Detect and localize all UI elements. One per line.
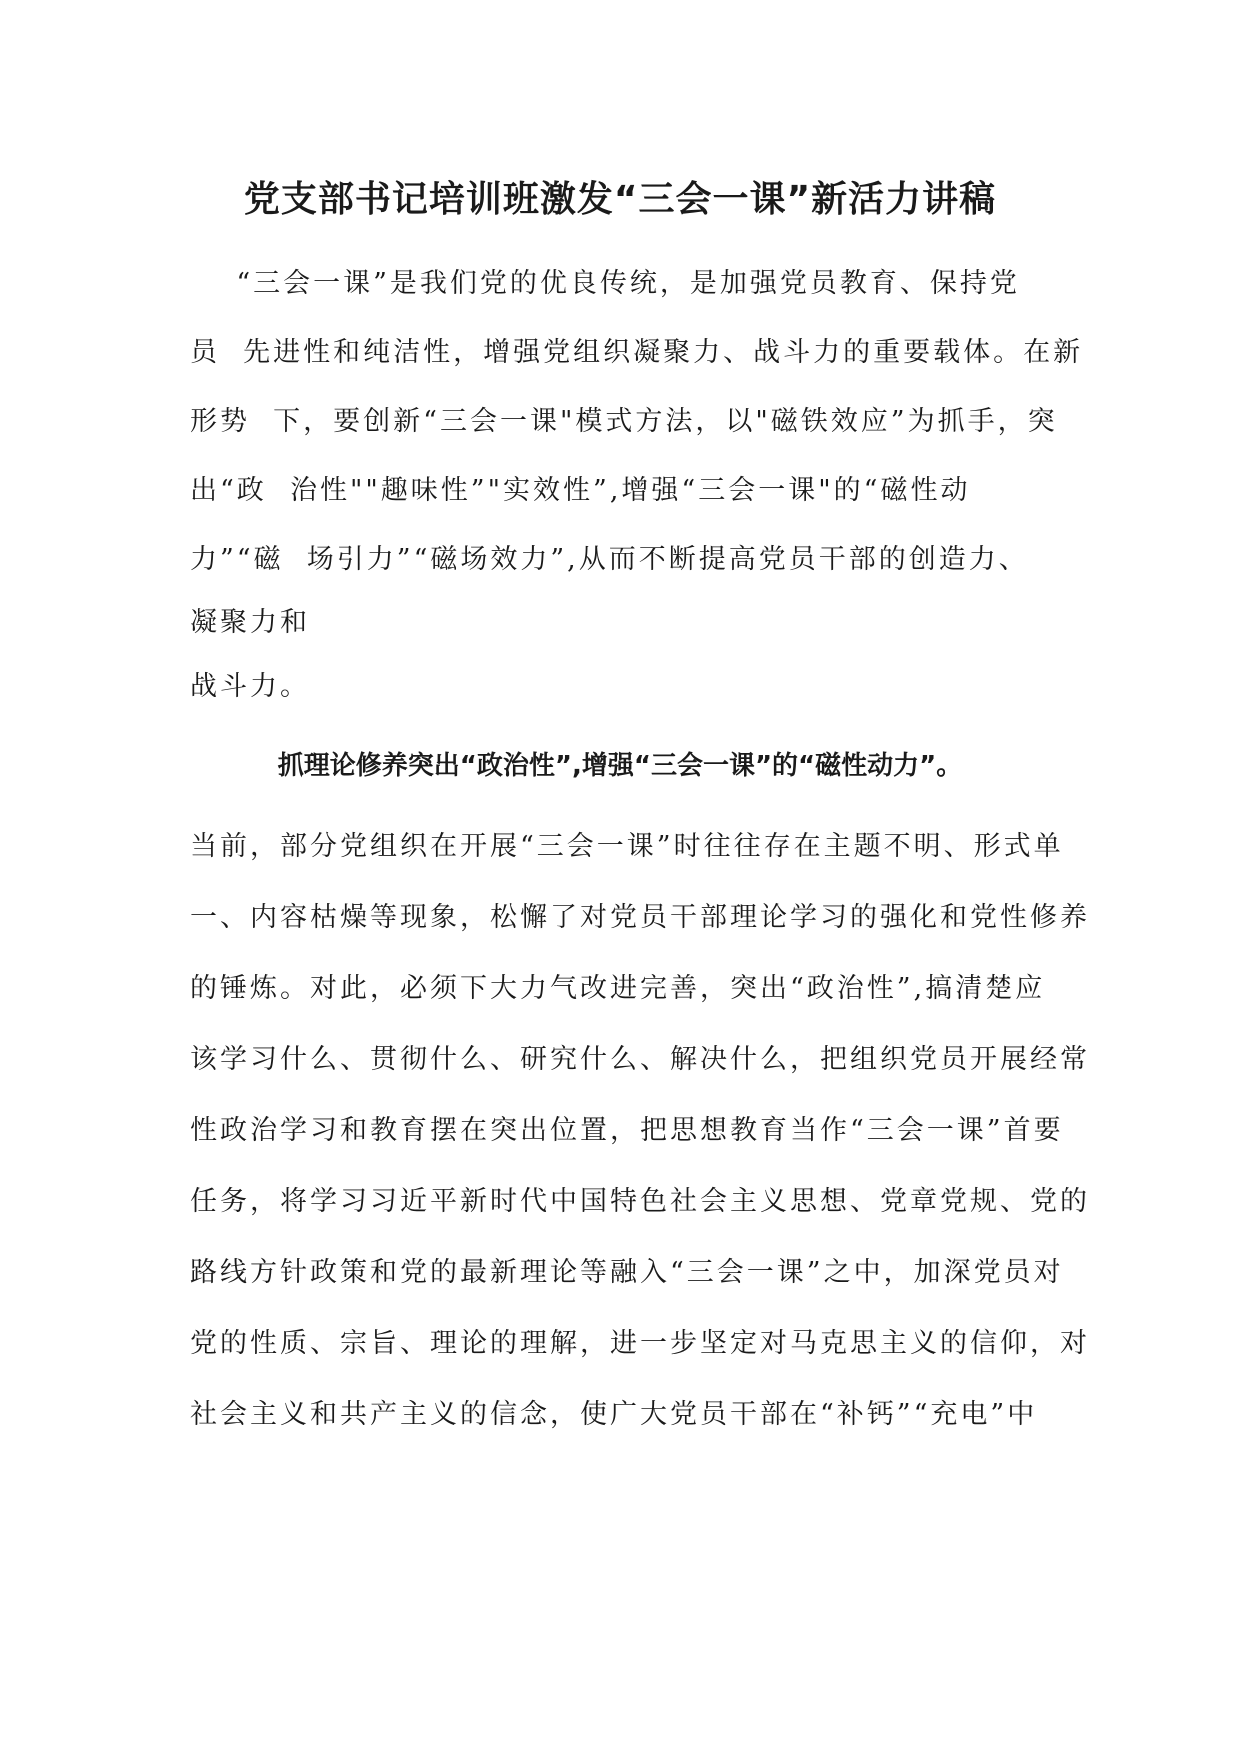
document-title: 党支部书记培训班激发“三会一课”新活力讲稿 [243, 179, 997, 220]
intro-line: “三会一课”是我们党的优良传统，是加强党员教育、保持党 [190, 268, 1020, 299]
intro-line: 出“政 治性""趣味性”"实效性”,增强“三会一课"的“磁性动 [190, 475, 971, 506]
body-line: 任务，将学习习近平新时代中国特色社会主义思想、党章党规、党的 [190, 1186, 1090, 1217]
intro-line: 力”“磁 场引力”“磁场效力”,从而不断提高党员干部的创造力、 [190, 544, 1029, 575]
body-line: 社会主义和共产主义的信念，使广大党员干部在“补钙”“充电”中 [190, 1399, 1038, 1430]
intro-line: 员 先进性和纯洁性，增强党组织凝聚力、战斗力的重要载体。在新 [190, 337, 1084, 368]
body-line: 当前，部分党组织在开展“三会一课”时往往存在主题不明、形式单 [190, 831, 1064, 862]
section-heading: 抓理论修养突出“政治性”,增强“三会一课”的“磁性动力”。 [277, 751, 963, 781]
intro-line: 形势 下，要创新“三会一课"模式方法，以"磁铁效应”为抓手，突 [190, 406, 1058, 437]
body-line: 路线方针政策和党的最新理论等融入“三会一课”之中，加深党员对 [190, 1257, 1064, 1288]
intro-line: 战斗力。 [190, 671, 310, 702]
body-line: 党的性质、宗旨、理论的理解，进一步坚定对马克思主义的信仰，对 [190, 1328, 1090, 1359]
body-line: 的锤炼。对此，必须下大力气改进完善，突出“政治性”,搞清楚应 [190, 973, 1046, 1004]
body-line: 该学习什么、贯彻什么、研究什么、解决什么，把组织党员开展经常 [190, 1044, 1090, 1075]
body-line: 一、内容枯燥等现象，松懈了对党员干部理论学习的强化和党性修养 [190, 902, 1090, 933]
body-line: 性政治学习和教育摆在突出位置，把思想教育当作“三会一课”首要 [190, 1115, 1064, 1146]
intro-line: 凝聚力和 [190, 607, 310, 638]
